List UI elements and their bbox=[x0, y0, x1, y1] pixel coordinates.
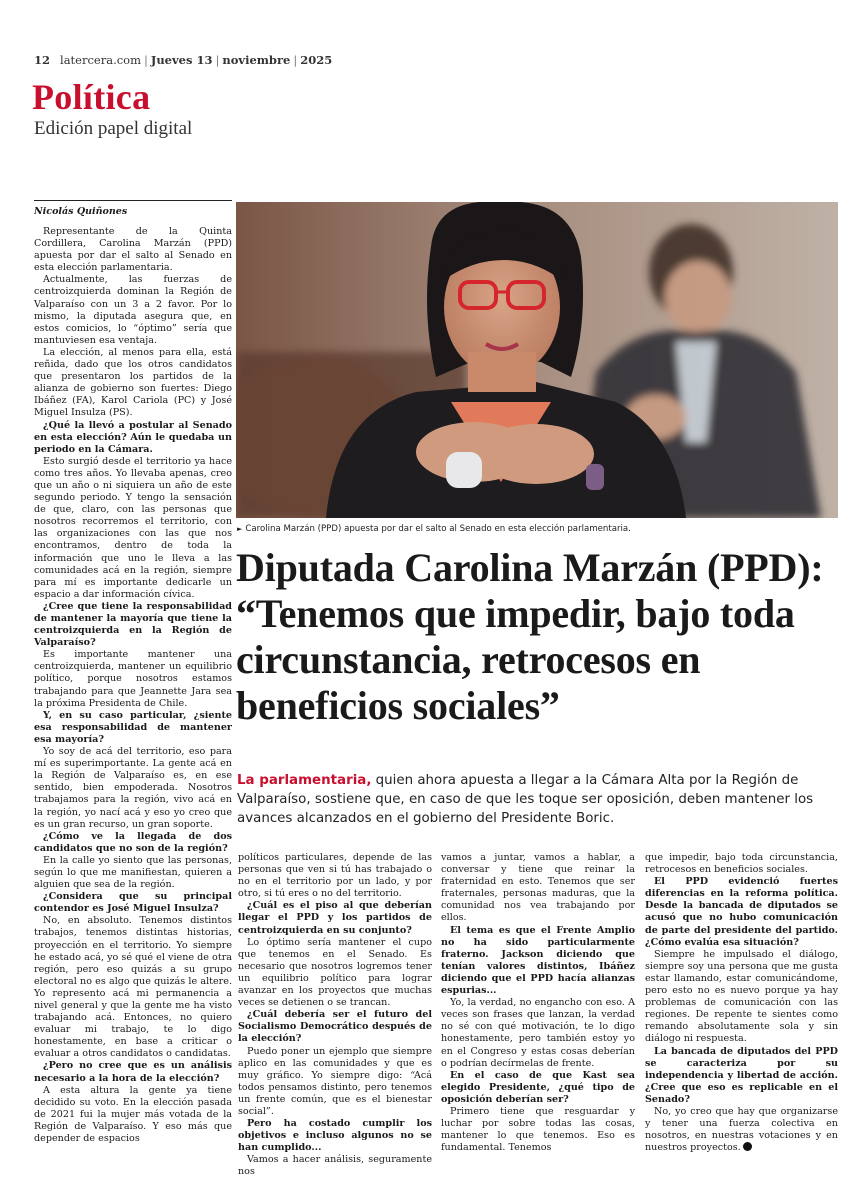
year: 2025 bbox=[300, 53, 333, 67]
article-paragraph: Puedo poner un ejemplo que siempre aplico en las comunidades y que es muy gráfico. Yo siempre digo: “Acá todos pensamos distinto, pero tenemos un frente común, que es el bienestar social”. bbox=[238, 1045, 432, 1117]
folio: 12 latercera.com | Jueves 13 | noviembre | 2025 bbox=[34, 53, 333, 67]
article-paragraph: Actualmente, las fuerzas de centroizquierda dominan la Región de Valparaíso con un 3 a 2 favor. Por lo mismo, la diputada asegura que, en estos comicios, lo “óptimo” sería que mantuviesen esa ventaja. bbox=[34, 274, 232, 346]
article-photo bbox=[236, 202, 838, 518]
interview-question: ¿Pero no cree que es un análisis necesario a la hora de la elección? bbox=[34, 1060, 232, 1084]
interview-question: ¿Cuál debería ser el futuro del Socialismo Democrático después de la elección? bbox=[238, 1009, 432, 1045]
caption-text: Carolina Marzán (PPD) apuesta por dar el salto al Senado en esta elección parlamentaria. bbox=[245, 524, 631, 534]
article-paragraph: Es importante mantener una centroizquierda, mantener un equilibrio político, porque nosotros estamos trabajando para que Jeannette Jara sea la próxima Presidenta de Chile. bbox=[34, 649, 232, 709]
byline: Nicolás Quiñones bbox=[34, 206, 128, 217]
article-column-1 bbox=[34, 226, 232, 1145]
interview-question: ¿Cuál es el piso al que deberían llegar el PPD y los partidos de centroizquierda en su conjunto? bbox=[238, 900, 432, 936]
photo-caption bbox=[237, 524, 837, 534]
interview-question: ¿Cómo ve la llegada de dos candidatos que no son de la región? bbox=[34, 830, 232, 854]
article-column-2 bbox=[238, 852, 432, 1179]
article-paragraph: Lo óptimo sería mantener el cupo que tenemos en el Senado. Es necesario que nosotros logremos tener un equilibrio político para lograr avanzar en los proyectos que muchas veces se detienen o se trancan. bbox=[238, 936, 432, 1009]
edition-label: Edición papel digital bbox=[34, 118, 193, 139]
interview-question: En el caso de que Kast sea elegido Presidente, ¿qué tipo de oposición deberían ser? bbox=[441, 1069, 635, 1105]
interview-question: ¿Qué la llevó a postular al Senado en esta elección? Aún le quedaba un periodo en la Cámara. bbox=[34, 419, 232, 455]
article-paragraph: En la calle yo siento que las personas, según lo que me manifiestan, quieren a alguien que sea de la región. bbox=[34, 854, 232, 891]
article-column-4 bbox=[645, 852, 838, 1154]
date-day: Jueves 13 bbox=[150, 53, 213, 67]
article-paragraph: Vamos a hacer análisis, seguramente nos bbox=[238, 1154, 432, 1178]
site-name: latercera.com bbox=[60, 53, 141, 67]
interview-question: La bancada de diputados del PPD se caracteriza por su independencia y libertad de acción. ¿Cree que eso es replicable en el Senado? bbox=[645, 1045, 838, 1105]
article-paragraph: No, yo creo que hay que organizarse y tener una fuerza colectiva en nosotros, en nuestras votaciones y en nuestros proyectos. bbox=[645, 1105, 838, 1154]
byline-rule bbox=[34, 200, 232, 201]
date-month: noviembre bbox=[222, 53, 291, 67]
lede bbox=[237, 771, 837, 828]
interview-question: ¿Considera que su principal contendor es José Miguel Insulza? bbox=[34, 891, 232, 915]
article-paragraph: Representante de la Quinta Cordillera, Carolina Marzán (PPD) apuesta por dar el salto al Senado en esta elección parlamentaria. bbox=[34, 226, 232, 274]
article-paragraph: Yo soy de acá del territorio, eso para mí es superimportante. La gente acá en la Región de Valparaíso es, en ese sentido, bien empoderada. Nosotros trabajamos para la región, vivo acá en la región, yo nací acá y eso yo creo que es un gran recurso, un gran soporte. bbox=[34, 746, 232, 830]
interview-question: El tema es que el Frente Amplio no ha sido particularmente fraterno. Jackson diciendo que tenían valores distintos, Ibáñez diciendo que el PPD hacía alianzas espurias... bbox=[441, 924, 635, 997]
article-paragraph: Esto surgió desde el territorio ya hace como tres años. Yo llevaba apenas, creo que un año o ni siquiera un año de este segundo periodo. Y tengo la sensación de que, claro, con las personas que nosotros recorremos el territorio, con las organizaciones con las que nos encontramos, dentro de toda la información que uno le lleva a las comunidades acá en la región, siempre para mí es importante dedicarle un espacio a dar información cívica. bbox=[34, 455, 232, 600]
caption-arrow-icon: ► bbox=[237, 525, 243, 533]
interview-question: Pero ha costado cumplir los objetivos e incluso algunos no se han cumplido... bbox=[238, 1118, 432, 1154]
article-paragraph: No, en absoluto. Tenemos distintos trabajos, tenemos distintas historias, proyección en el territorio. Yo siempre he estado acá, yo sé qué el viene de otra región, pero eso quizás a su grupo electoral no es algo que quizás le altere. Yo represento acá mi permanencia a nivel general y que la gente me ha visto trabajando acá. Entonces, no quiero evaluar mi trabajo, te lo digo honestamente, en base a criticar o evaluar a otros candidatos o candidatas. bbox=[34, 915, 232, 1060]
page-number: 12 bbox=[34, 53, 51, 67]
headline: Diputada Carolina Marzán (PPD): “Tenemos que impedir, bajo toda circunstancia, retrocesos en beneficios sociales” bbox=[236, 545, 824, 728]
lede-kicker: La parlamentaria, bbox=[237, 773, 372, 788]
interview-question: El PPD evidenció fuertes diferencias en la reforma política. Desde la bancada de diputados se acusó que no hubo comunicación de parte del presidente del partido. ¿Cómo evalúa esa situación? bbox=[645, 876, 838, 948]
lede-text: quien ahora apuesta a llegar a la Cámara Alta por la Región de Valparaíso, sostiene que, en caso de que les toque ser oposición, deben mantener los avances alcanzados en el gobierno del Presidente Boric. bbox=[237, 773, 814, 826]
article-paragraph: Yo, la verdad, no engancho con eso. A veces son frases que lanzan, la verdad no sé con qué motivación, te lo digo honestamente, pero también estoy yo en el Congreso y estas cosas deberían o podrían decírmelas de frente. bbox=[441, 997, 635, 1069]
article-paragraph: Primero tiene que resguardar y luchar por sobre todas las cosas, mantener lo que tenemos. Eso es fundamental. Tenemos bbox=[441, 1105, 635, 1154]
portrait-illustration bbox=[236, 202, 838, 518]
article-paragraph: A esta altura la gente ya tiene decidido su voto. En la elección pasada de 2021 fui la mujer más votada de la Región de Valparaíso. Y eso más que depender de espacios bbox=[34, 1084, 232, 1145]
article-paragraph: políticos particulares, depende de las personas que ven si tú has trabajado o no en el territorio por un lado, y por otro, si tú eres o no del territorio. bbox=[238, 852, 432, 900]
section-title: Política bbox=[32, 77, 151, 117]
article-paragraph: Siempre he impulsado el diálogo, siempre soy una persona que me gusta estar llamando, estar comunicándome, pero esto no es nuevo porque ya hay problemas de comunicación con las regiones. De repente te sientes como remando absolutamente sola y sin diálogo ni respuesta. bbox=[645, 948, 838, 1045]
article-paragraph: que impedir, bajo toda circunstancia, retrocesos en beneficios sociales. bbox=[645, 852, 838, 876]
end-mark-icon bbox=[743, 1142, 752, 1151]
interview-question: ¿Cree que tiene la responsabilidad de mantener la mayoría que tiene la centroizquierda en la Región de Valparaíso? bbox=[34, 600, 232, 649]
article-paragraph: La elección, al menos para ella, está reñida, dado que los otros candidatos que presentaron los partidos de la alianza de gobierno son fuertes: Diego Ibáñez (FA), Karol Cariola (PC) y José Miguel Insulza (PS). bbox=[34, 346, 232, 419]
interview-question: Y, en su caso particular, ¿siente esa responsabilidad de mantener esa mayoría? bbox=[34, 709, 232, 745]
article-column-3 bbox=[441, 852, 635, 1154]
article-paragraph: vamos a juntar, vamos a hablar, a conversar y tiene que reinar la fraternidad en esto. Tenemos que ser fraternales, personas maduras, que la comunidad nos vea trabajando por ellos. bbox=[441, 852, 635, 924]
